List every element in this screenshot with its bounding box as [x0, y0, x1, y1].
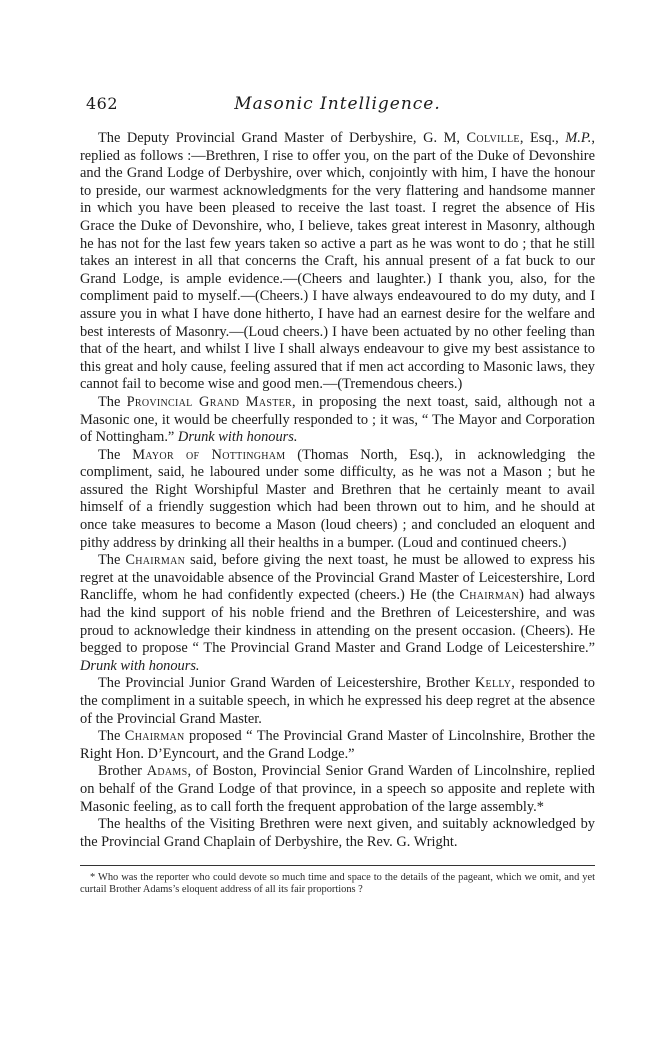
running-title: Masonic Intelligence. [234, 94, 441, 114]
footnote-divider [80, 865, 595, 866]
speaker-name: Mayor of Nottingham [132, 446, 286, 463]
page-header [80, 94, 595, 116]
speaker-name: Chairman [459, 587, 520, 604]
paragraph-deputy-reply: The Deputy Provincial Grand Master of Derbyshire, G. M, Colville, Esq., M.P., replied as follows :—Brethren, I rise to offer you, on the part of the Duke of Devonshire and the Grand Lodge of Derbyshire, over which, conjointly with him, I have the honour to preside, our warmest acknowledgments for the very flattering and handsome manner in which you have been pleased to receive the last toast. I regret the absence of His Grace the Duke of Devonshire, who, I believe, takes great interest in Masonry, although he has not for the last few years taken so active a part as he was wont to do ; that he still takes an interest in all that concerns the Craft, his annual present of a fat buck to our Grand Lodge, is ample evidence.—(Cheers and laughter.) I thank you, also, for the compliment paid to myself.—(Cheers.) I have always endeavoured to do my duty, and I assure you in what I have done hitherto, I have had an earnest desire for the welfare and best interests of Masonry.—(Loud cheers.) I have been actuated by no other feeling than that of the heart, and whilst I live I shall always endeavour to give my best assistance to this great and holy cause, feeling assured that if men act according to Masonic laws, they cannot fail to become wise and good men.—(Tremendous cheers.) [80, 130, 596, 393]
book-page [80, 94, 595, 896]
paragraph-visiting-brethren: The healths of the Visiting Brethren were next given, and suitably acknowledged by the Provincial Grand Chaplain of Derbyshire, the Rev. G. Wright. [80, 816, 595, 850]
speaker-name: Chairman [125, 552, 186, 569]
paragraph-chairman-lincolnshire: The Chairman proposed “ The Provincial Grand Master of Lincolnshire, Brother the Right Hon. D’Eyncourt, and the Grand Lodge.” [80, 728, 595, 762]
speaker-name: Chairman [124, 728, 185, 745]
speaker-name: Colville [466, 130, 520, 146]
speaker-name: Kelly [474, 675, 512, 692]
article-body [80, 130, 595, 851]
page-number: 462 [86, 94, 119, 113]
paragraph-provincial-toast: The Provincial Grand Master, in proposing the next toast, said, although not a Masonic one, it would be cheerfully responded to ; it was, “ The Mayor and Corporation of Nottingham.” Drunk with honours. [80, 393, 595, 446]
paragraph-mayor-reply: The Mayor of Nottingham (Thomas North, Esq.), in acknowledging the compliment, said, he laboured under some difficulty, as he was not a Mason ; but he assured the Right Worshipful Master and Brethren that he certainly meant to avail himself of a friendly suggestion which had been thrown out to him, and he should at once take measures to become a Mason (loud cheers) ; and concluded an eloquent and pithy address by drinking all their healths in a bumper. (Loud and continued cheers.) [80, 446, 595, 551]
paragraph-adams-reply: Brother Adams, of Boston, Provincial Senior Grand Warden of Lincolnshire, replied on behalf of the Grand Lodge of that province, in a speech so apposite and replete with Masonic feeling, as to call forth the frequent approbation of the large assembly.* [80, 763, 595, 815]
footnote: * Who was the reporter who could devote so much time and space to the details of the pageant, which we omit, and yet curtail Brother Adams’s eloquent address of all its fair proportions ? [80, 872, 595, 896]
paragraph-chairman-leicestershire: The Chairman said, before giving the next toast, he must be allowed to express his regret at the unavoidable absence of the Provincial Grand Master of Leicestershire, Lord Rancliffe, whom he had confidently expected (cheers.) He (the Chairman) had always had the kind support of his noble friend and the Brethren of Leicestershire, and was proud to acknowledge their kindness in attending on the present occasion. (Cheers). He begged to propose “ The Provincial Grand Master and Grand Lodge of Leicestershire.” Drunk with honours. [80, 552, 595, 674]
speaker-name: Provincial Grand Master [126, 393, 293, 410]
paragraph-kelly-reply: The Provincial Junior Grand Warden of Leicestershire, Brother Kelly, responded to the compliment in a suitable speech, in which he expressed his deep regret at the absence of the Provincial Grand Master. [80, 675, 595, 727]
speaker-name: Adams [146, 763, 188, 780]
